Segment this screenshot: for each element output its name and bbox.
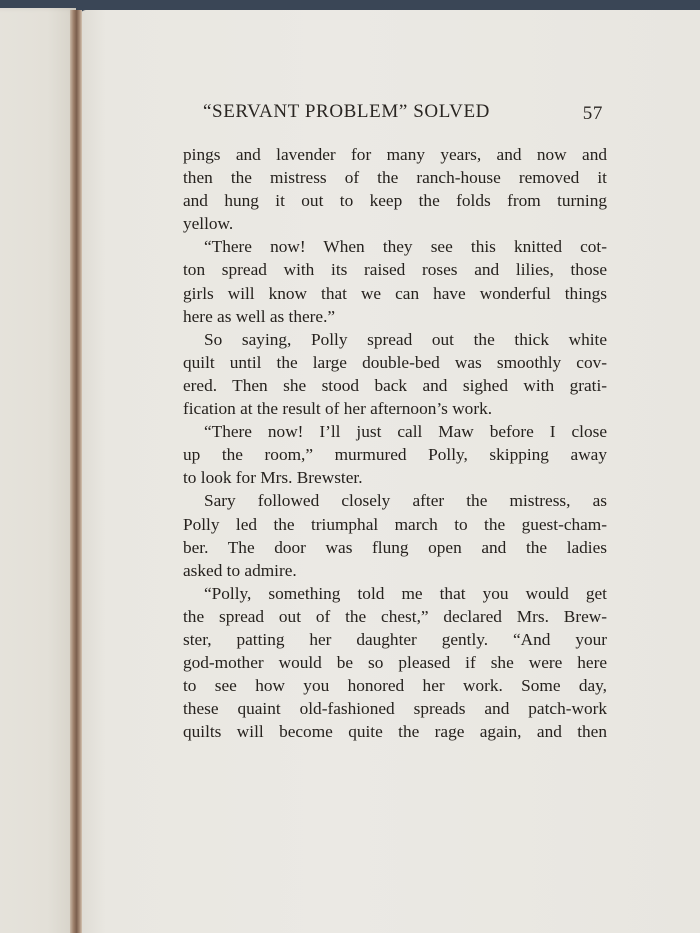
text-line: fication at the result of her afternoon’s work. — [183, 399, 493, 419]
text-line: “There now! I’ll just call Maw before I close — [204, 422, 607, 442]
text-line: to see how you honored her work. Some day, — [183, 676, 607, 696]
text-line: yellow. — [183, 214, 234, 234]
text-line: the spread out of the chest,” declared Mrs. Brew- — [183, 606, 607, 626]
running-title: “SERVANT PROBLEM” SOLVED — [203, 101, 491, 122]
text-line: So saying, Polly spread out the thick white — [204, 329, 607, 349]
text-line: pings and lavender for many years, and now and — [183, 145, 607, 164]
text-line: quilt until the large double-bed was smoothly cov- — [183, 352, 607, 372]
text-line: ered. Then she stood back and sighed with grati- — [183, 375, 607, 395]
text-line: quilts will become quite the rage again, and then — [183, 722, 607, 742]
text-line: to look for Mrs. Brewster. — [183, 468, 363, 488]
text-line: asked to admire. — [183, 560, 297, 580]
text-line: god-mother would be so pleased if she were here — [183, 653, 607, 673]
page-number: 57 — [582, 103, 603, 124]
text-line: “There now! When they see this knitted cot- — [204, 237, 607, 257]
text-line: and hung it out to keep the folds from turning — [183, 191, 607, 211]
text-line: up the room,” murmured Polly, skipping away — [183, 445, 607, 465]
text-line: girls will know that we can have wonderful things — [183, 283, 607, 303]
text-line: here as well as there.” — [183, 306, 336, 326]
text-line: “Polly, something told me that you would get — [204, 583, 607, 603]
text-line: ber. The door was flung open and the ladies — [183, 537, 607, 557]
book-gutter — [70, 10, 82, 933]
text-line: ster, patting her daughter gently. “And your — [183, 629, 607, 649]
left-page — [0, 8, 76, 933]
text-line: these quaint old-fashioned spreads and patch-work — [183, 699, 607, 719]
text-line: ton spread with its raised roses and lilies, those — [183, 260, 607, 280]
text-line: then the mistress of the ranch-house removed it — [183, 168, 607, 188]
body-text — [183, 143, 607, 743]
text-line: Sary followed closely after the mistress, as — [204, 491, 607, 511]
text-line: Polly led the triumphal march to the guest-cham- — [183, 514, 607, 534]
